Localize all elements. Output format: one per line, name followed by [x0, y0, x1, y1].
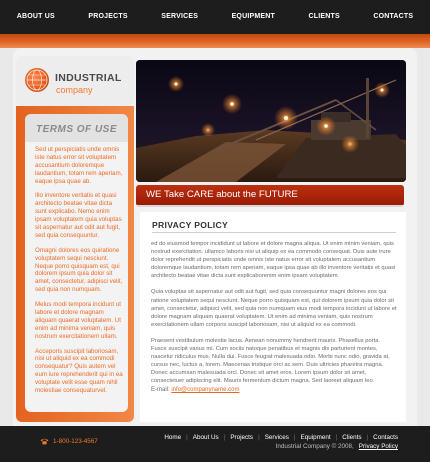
terms-paragraph: Acceporis suscipit laboriosam, nisi ut aliquid ex ea commodi consequatur? Quis autem vel eum iure reprehenderit qui in ea voluptate velit esse quam nihil molestiae consequaturvel. [35, 347, 123, 395]
logo-subtitle: company [56, 85, 93, 95]
nav-services[interactable]: SERVICES [161, 13, 199, 20]
email-line [151, 387, 239, 393]
phone-block [40, 438, 98, 445]
heading-divider [152, 232, 396, 233]
privacy-paragraph: ed do eiusmod tempor incididunt ut labore et dolore magna aliqua. Ut enim minim veniam, quis nostrud exercitation. ullamco laboris nisi ut aliquip ex ea commodo consequat. Duis aute irure dolor reprehendit ut perspiciatis unde omnis iste natus error sit voluptatem accusantium doloremque laudantium, totam rem aperiam, eaque ipsa quae ab illo inventore veritatis et quasi architecto beatae vitae dicta sunt explicaborenim enim ipsam voluptatem. [151, 241, 396, 280]
footer-link-contacts[interactable]: Contacts [373, 434, 398, 441]
top-navigation [0, 0, 430, 34]
footer-links [164, 434, 398, 441]
terms-paragraph: Melus modi tempora incidunt ut labore et dolore magnam aliquam quaerat voluptatem. Ut enim ad minima veniam, quis nostrum exercitationem ullam. [35, 301, 121, 340]
footer-bottom [276, 443, 398, 450]
terms-of-use-heading: TERMS OF USE [36, 124, 118, 135]
terms-paragraph: Illo inventore veritatis et quasi architecto beatae vitae dicta sunt explicabo. Nemo enim ipsam voluptatem quia voluptas sit aspernatur aut odit aut fugit, sed quia consequuntur. [35, 192, 122, 239]
email-label: E-mail: [151, 387, 170, 393]
phone-number[interactable]: 1-800-123-4567 [53, 438, 98, 445]
tagline-banner [136, 185, 404, 207]
nav-equipment[interactable]: EQUIPMENT [231, 13, 275, 20]
terms-paragraph: Sed ut perspiciatis unde omnis iste natus error sit voluptatem accusantium doloremque laudantium, totam rem aperiam, eaque ipsa quae ab. [35, 146, 123, 185]
privacy-policy-heading: PRIVACY POLICY [152, 220, 228, 230]
footer-separator: | [335, 434, 338, 441]
footer-link-services[interactable]: Services [264, 434, 289, 441]
footer-separator: | [366, 434, 369, 441]
nav-clients[interactable]: CLIENTS [308, 13, 340, 20]
terms-text [35, 146, 125, 402]
footer-link-home[interactable]: Home [164, 434, 182, 441]
phone-icon [40, 438, 49, 445]
footer-link-about-us[interactable]: About Us [192, 434, 219, 441]
footer-link-projects[interactable]: Projects [230, 434, 254, 441]
hero-photo [136, 60, 406, 182]
terms-paragraph: Omagni dolores eos quiratione voluptatem sequi nesciunt. Neque porro quisquam est, qui dolorem ipsum quia dolor sit amet, consectetur, adipisci velit, sed quia non numquam. [35, 246, 123, 294]
nav-projects[interactable]: PROJECTS [88, 13, 128, 20]
privacy-body [151, 240, 397, 394]
nav-contacts[interactable]: CONTACTS [373, 13, 414, 20]
footer-separator: | [293, 434, 296, 441]
footer-link-equipment[interactable]: Equipment [300, 434, 331, 441]
copyright-text: Industrial Company © 2008, [275, 443, 354, 450]
logo-title[interactable]: INDUSTRIAL [55, 72, 122, 84]
footer-separator: | [186, 434, 188, 441]
banner-text: WE Take CARE about the FUTURE [146, 189, 298, 200]
footer-separator: | [223, 434, 226, 441]
header-accent-strip [0, 34, 430, 48]
nav-about-us[interactable]: ABOUT US [16, 13, 55, 20]
footer-link-clients[interactable]: Clients [342, 434, 362, 441]
privacy-paragraph: Quia voluptas sit aspernatur aut odit aut fugit, sed quia consequuntur magni dolores eos qui ratione voluptatem sequi nesciunt. Neque porro quisquam est, qui dolorem ipsum quia dolor sit amet, consectetur, adipisci velit, sed quia non numquam eius modi tempora incidunt ut labore et dolore magnam aliquam quaerat voluptatem. Ut enim ad minima veniam, quis nostrum exercitationem ullam corporis suscipit laboriosam, nisi ut aliquid ex ea commodi. [151, 289, 397, 328]
globe-logo-icon[interactable] [25, 68, 49, 92]
footer-privacy-link[interactable]: Privacy Policy [358, 443, 398, 450]
email-link[interactable]: info@companyname.com [171, 387, 240, 393]
footer-separator: | [258, 434, 260, 441]
privacy-paragraph: Praesent vestibulum molestie lacus. Aenean nonummy hendrerit mauris. Phasellus porta. Fusce suscipit varius mi. Cum sociis natoque penatibus et magnis dis parturient montes, nascetur ridiculus mus. Nulla dui. Fusce feugiat malesuada odio. Morbi nunc odio, gravida at, cursus nec, luctus a, lorem. Maecenas tristique orci ac sem. Duis ultricies pharetra magna. Donec accumsan malesuada orci. Donec sit amet eros. Lorem ipsum dolor sit amet, consectetuer adipiscing elit. Mauris fermentum dictum magna. Sed laoreet aliquam leo. [151, 337, 390, 385]
